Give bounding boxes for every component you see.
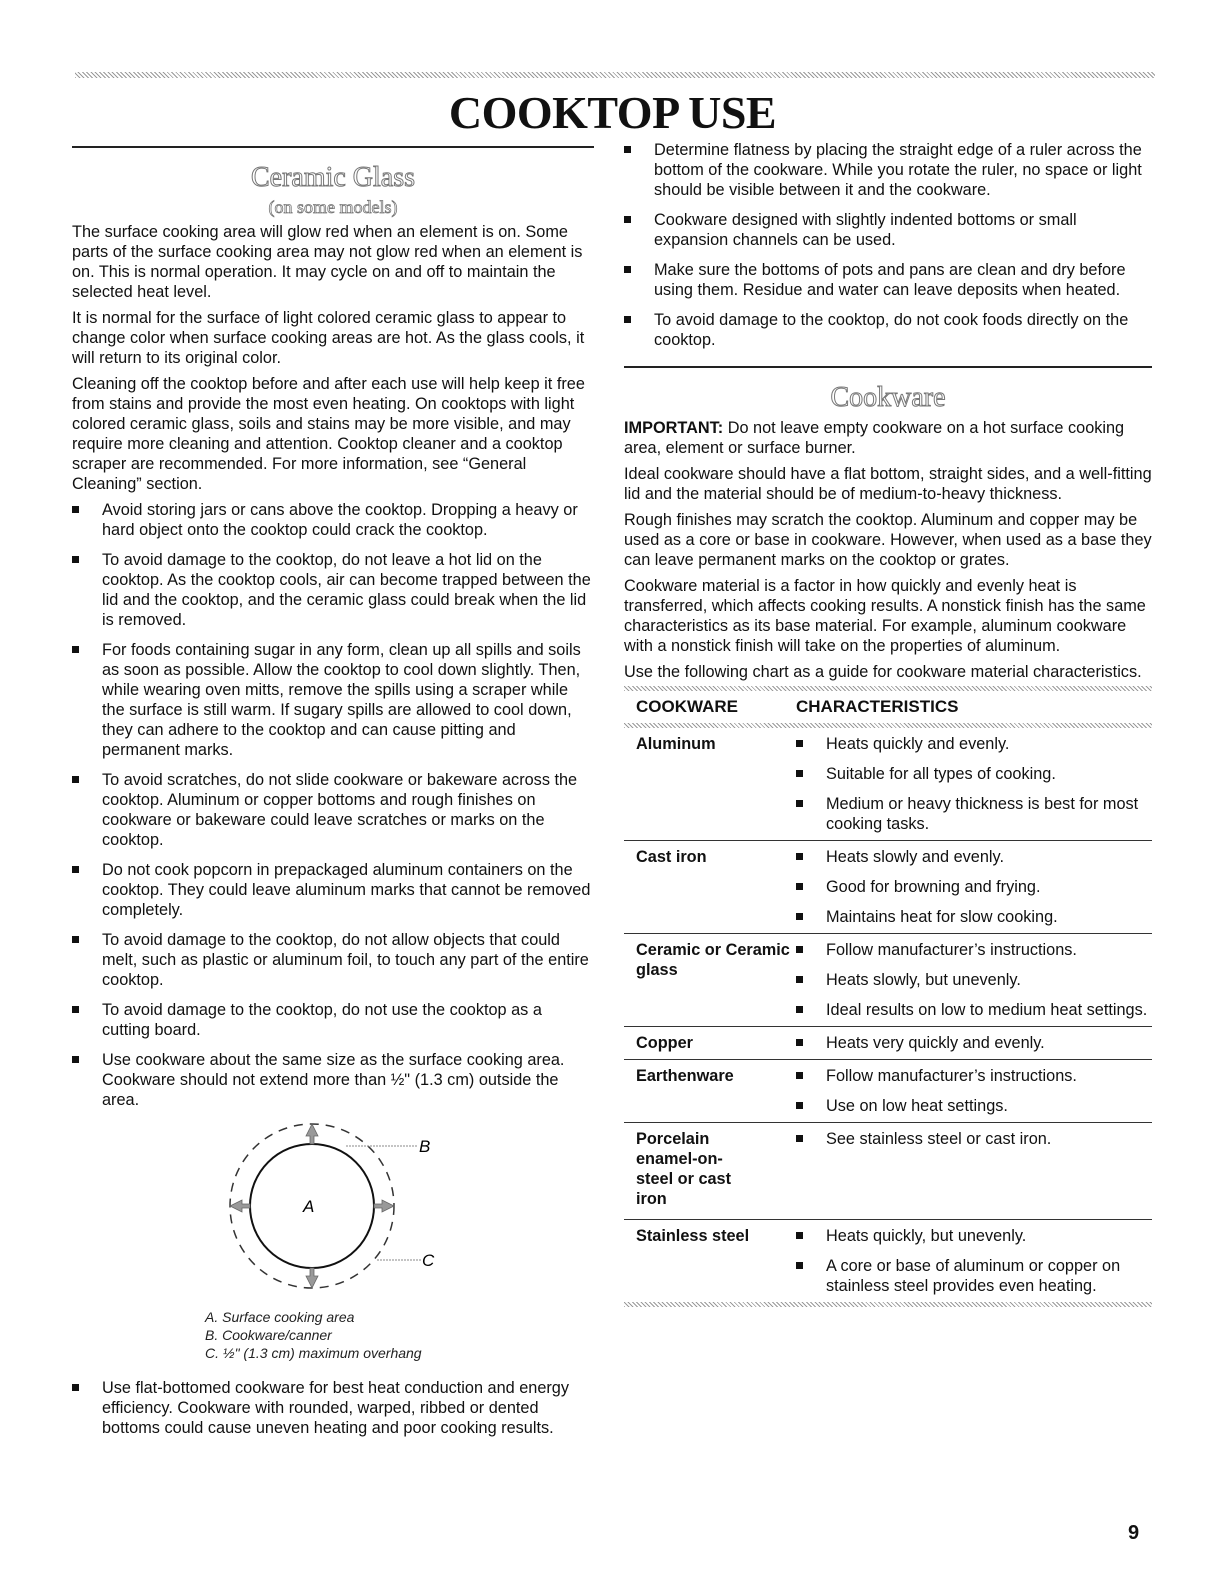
characteristic: Heats quickly, but unevenly. (796, 1226, 1152, 1246)
list-item: To avoid damage to the cooktop, do not allow objects that could melt, such as plastic or aluminum foil, to touch any part of the entire cooktop. (72, 930, 594, 990)
cookware-name: Ceramic or Ceramic glass (636, 941, 790, 979)
header-characteristics: CHARACTERISTICS (796, 697, 959, 716)
caption: C. ½" (1.3 cm) maximum overhang (205, 1345, 422, 1361)
paragraph: Cleaning off the cooktop before and after each use will help keep it free from stains and provide the most even heating. On cooktops with light colored ceramic glass, soils and stains may be more visible, and may require more cleaning and attention. Cooktop cleaner and a cooktop scraper are recommended. For more information, see “General Cleaning” section. (72, 375, 585, 493)
bullet-square-icon (796, 1039, 803, 1046)
bullet-square-icon (624, 316, 631, 323)
bullet-square-icon (624, 146, 631, 153)
characteristic: Follow manufacturer’s instructions. (796, 940, 1152, 960)
section-title-cookware: Cookware (830, 382, 946, 413)
caption: A. Surface cooking area (205, 1309, 355, 1325)
section-rule (72, 146, 594, 148)
bullet-square-icon (796, 853, 803, 860)
list-item: For foods containing sugar in any form, clean up all spills and soils as soon as possible. Allow the cooktop to cool down slightly. Then, while wearing oven mitts, remove the spills using a scraper while the surface is still warm. If sugary spills are allowed to cool down, they can adhere to the cooktop and can cause pitting and permanent marks. (72, 640, 594, 760)
bullet-square-icon (796, 740, 803, 747)
paragraph: It is normal for the surface of light colored ceramic glass to appear to change color when surface cooking areas are hot. As the glass cools, it will return to its original color. (72, 309, 585, 367)
list-item: To avoid damage to the cooktop, do not leave a hot lid on the cooktop. As the cooktop cools, air can become trapped between the lid and the cooktop, and the ceramic glass could break when the lid is removed. (72, 550, 594, 630)
paragraph: Ideal cookware should have a flat bottom, straight sides, and a well-fitting lid and the material should be of medium-to-heavy thickness. (624, 465, 1152, 503)
cookware-name: Aluminum (636, 735, 716, 753)
list-item: Use flat-bottomed cookware for best heat conduction and energy efficiency. Cookware with rounded, warped, ribbed or dented bottoms could cause uneven heating and poor cooking results. (72, 1378, 594, 1438)
left-column (72, 146, 594, 1448)
characteristic: Heats slowly, but unevenly. (796, 970, 1152, 990)
bullet-square-icon (796, 800, 803, 807)
bullet-square-icon (796, 1102, 803, 1109)
list-item: Use cookware about the same size as the surface cooking area. Cookware should not extend more than ½" (1.3 cm) outside the area. (72, 1050, 594, 1110)
bullet-list (72, 500, 594, 1110)
cookware-name: Porcelain enamel-on-steel or cast iron (636, 1130, 732, 1208)
section-title-ceramic-glass: Ceramic Glass (250, 162, 416, 193)
bullet-square-icon (72, 556, 79, 563)
list-item: Avoid storing jars or cans above the cooktop. Dropping a heavy or hard object onto the cooktop could crack the cooktop. (72, 500, 594, 540)
list-item: Do not cook popcorn in prepackaged aluminum containers on the cooktop. They could leave aluminum marks that cannot be removed completely. (72, 860, 594, 920)
characteristic: Heats very quickly and evenly. (796, 1033, 1152, 1053)
bullet-square-icon (72, 1006, 79, 1013)
cookware-characteristics-table (624, 686, 1152, 1307)
cookware-name: Earthenware (636, 1067, 734, 1085)
list-item: Determine flatness by placing the straight edge of a ruler across the bottom of the cookware. While you rotate the ruler, no space or light should be visible between it and the cookware. (624, 140, 1152, 200)
header-cookware: COOKWARE (636, 697, 738, 716)
diagram-label-c: C (422, 1251, 435, 1270)
cookware-name: Cast iron (636, 848, 707, 866)
table-header-row (624, 691, 1152, 723)
bullet-square-icon (624, 216, 631, 223)
characteristic: Ideal results on low to medium heat settings. (796, 1000, 1152, 1020)
bullet-square-icon (72, 646, 79, 653)
bullet-square-icon (72, 506, 79, 513)
characteristic: Use on low heat settings. (796, 1096, 1152, 1116)
characteristic: Maintains heat for slow cooking. (796, 907, 1152, 927)
bullet-square-icon (796, 913, 803, 920)
bullet-square-icon (72, 936, 79, 943)
page-title: COOKTOP USE (448, 87, 777, 138)
bullet-square-icon (72, 1384, 79, 1391)
characteristic: Follow manufacturer’s instructions. (796, 1066, 1152, 1086)
bullet-square-icon (72, 866, 79, 873)
bullet-list-after-diagram (72, 1378, 594, 1438)
table-row (624, 841, 1152, 934)
table-row (624, 1123, 1152, 1220)
flatness-bullet-list (624, 140, 1152, 350)
characteristic: A core or base of aluminum or copper on stainless steel provides even heating. (796, 1256, 1152, 1296)
paragraph: The surface cooking area will glow red when an element is on. Some parts of the surface cooking area may not glow red when an element is on. This is normal operation. It may cycle on and off to maintain the selected heat level. (72, 223, 583, 301)
right-column (624, 140, 1152, 1307)
characteristic: Heats slowly and evenly. (796, 847, 1152, 867)
overhang-diagram-svg (72, 1114, 594, 1304)
bullet-square-icon (796, 1232, 803, 1239)
table-row (624, 1220, 1152, 1302)
table-hatch-bottom (624, 1302, 1152, 1307)
paragraph: Cookware material is a factor in how quickly and evenly heat is transferred, which affects cooking results. A nonstick finish has the same characteristics as its base material. For example, aluminum cookware with a nonstick finish will take on the properties of aluminum. (624, 577, 1146, 655)
table-row (624, 934, 1152, 1027)
section-subtitle: (on some models) (268, 197, 398, 217)
bullet-square-icon (796, 1072, 803, 1079)
cookware-overhang-diagram (72, 1114, 594, 1304)
characteristic: Good for browning and frying. (796, 877, 1152, 897)
table-row (624, 1060, 1152, 1123)
list-item: Cookware designed with slightly indented bottoms or small expansion channels can be used. (624, 210, 1152, 250)
paragraph: Rough finishes may scratch the cooktop. Aluminum and copper may be used as a core or base in cookware. However, when used as a base they can leave permanent marks on the cooktop or grates. (624, 511, 1152, 569)
section-rule (624, 366, 1152, 368)
cookware-name: Stainless steel (636, 1227, 750, 1245)
bullet-square-icon (796, 883, 803, 890)
list-item: To avoid scratches, do not slide cookware or bakeware across the cooktop. Aluminum or copper bottoms and rough finishes on cookware or bakeware could leave scratches or marks on the cooktop. (72, 770, 594, 850)
list-item: Make sure the bottoms of pots and pans are clean and dry before using them. Residue and water can leave deposits when heated. (624, 260, 1152, 300)
bullet-square-icon (796, 1135, 803, 1142)
bullet-square-icon (796, 976, 803, 983)
bullet-square-icon (796, 946, 803, 953)
top-decorative-band (75, 72, 1155, 78)
cookware-name: Copper (636, 1034, 693, 1052)
bullet-square-icon (72, 776, 79, 783)
diagram-captions (205, 1308, 594, 1362)
characteristic: Heats quickly and evenly. (796, 734, 1152, 754)
list-item: To avoid damage to the cooktop, do not use the cooktop as a cutting board. (72, 1000, 594, 1040)
page-number: 9 (1128, 1522, 1140, 1544)
caption: B. Cookware/canner (205, 1327, 332, 1343)
important-label: IMPORTANT: (624, 419, 724, 437)
bullet-square-icon (796, 1262, 803, 1269)
diagram-label-a: A (303, 1197, 315, 1216)
characteristic: Suitable for all types of cooking. (796, 764, 1152, 784)
table-row (624, 728, 1152, 841)
characteristic: See stainless steel or cast iron. (796, 1129, 1152, 1149)
table-row (624, 1027, 1152, 1060)
diagram-label-b: B (419, 1137, 431, 1156)
bullet-square-icon (796, 1006, 803, 1013)
bullet-square-icon (72, 1056, 79, 1063)
bullet-square-icon (624, 266, 631, 273)
characteristic: Medium or heavy thickness is best for most cooking tasks. (796, 794, 1152, 834)
important-note: IMPORTANT: Do not leave empty cookware on a hot surface cooking area, element or surface burner. (624, 419, 1125, 457)
bullet-square-icon (796, 770, 803, 777)
paragraph: Use the following chart as a guide for cookware material characteristics. (624, 663, 1142, 681)
list-item: To avoid damage to the cooktop, do not cook foods directly on the cooktop. (624, 310, 1152, 350)
